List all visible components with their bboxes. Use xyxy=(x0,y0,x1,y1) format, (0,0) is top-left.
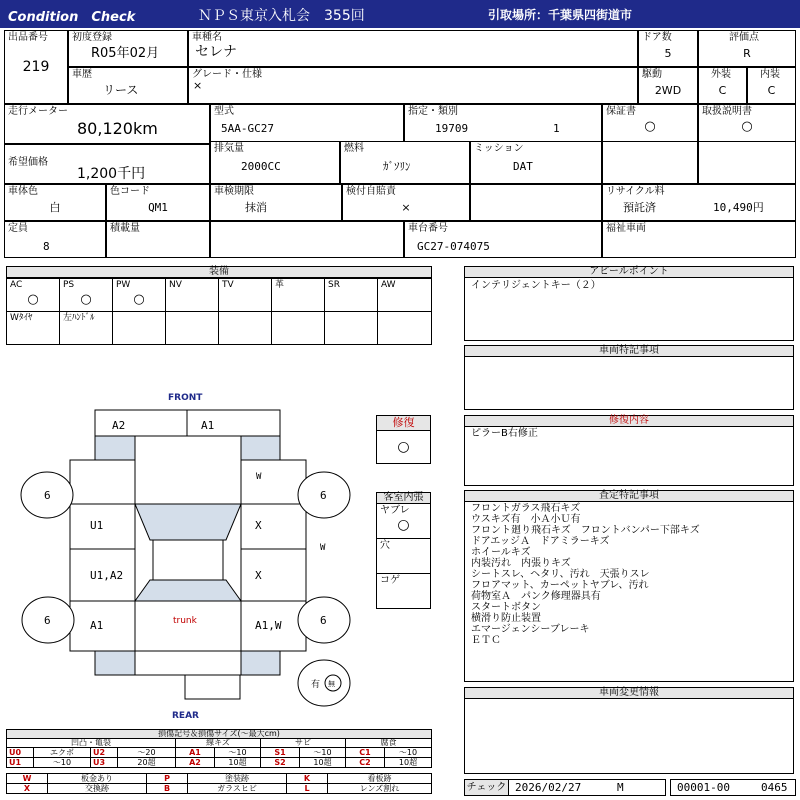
blank-r4 xyxy=(470,184,602,221)
note-line: エマージェンシーブレーキ xyxy=(471,624,590,635)
legend-code: S2 xyxy=(260,757,300,768)
note-line: フロアマット、カーペットヤブレ、汚れ xyxy=(471,580,649,591)
panel-door-right-rear xyxy=(241,549,306,601)
legend-desc: 10超 xyxy=(214,757,261,768)
mark-door-rf: X xyxy=(255,519,262,532)
history-label: 車歴 xyxy=(72,69,92,80)
repair-hist-title: 修復 xyxy=(376,415,431,431)
recycle-label: リサイクル料 xyxy=(606,186,665,197)
manual-label: 取扱説明書 xyxy=(702,106,752,117)
recycle-amount: 10,490円 xyxy=(713,201,764,214)
legend-code: K xyxy=(286,773,328,784)
cabin-burn-label: コゲ xyxy=(380,575,400,586)
exterior-value: C xyxy=(718,84,727,97)
spec-value1: 19709 xyxy=(435,122,469,135)
capacity-cell xyxy=(4,221,106,258)
note-line: ＥＴＣ xyxy=(471,635,501,646)
fuel-label: 燃料 xyxy=(344,143,364,154)
legend-desc: 20超 xyxy=(117,757,176,768)
note-line: 荷物室Ａ パンク修理器具有 xyxy=(471,591,601,602)
equip-label: 革 xyxy=(275,280,285,290)
repair-detail-box xyxy=(464,426,794,486)
mileage-label: 走行メーター xyxy=(8,106,68,117)
legend-title: 損傷記号＆損傷サイズ(〜最大cm) xyxy=(6,729,432,739)
grade-label: グレード・仕様 xyxy=(192,69,262,80)
equipment-title: 装備 xyxy=(6,266,432,278)
drive-value: 2WD xyxy=(654,84,682,97)
panel-front-center xyxy=(135,436,241,504)
special-title: 車両特記事項 xyxy=(464,345,794,357)
equipment-row1 xyxy=(6,278,432,312)
mark-hood-left: A2 xyxy=(112,419,126,432)
legend-desc: 板金あり xyxy=(47,773,147,784)
bodycolor-label: 車体色 xyxy=(8,186,38,197)
equip-pw xyxy=(112,278,166,312)
doors-value: 5 xyxy=(664,47,672,60)
chassis-value: GC27-074075 xyxy=(417,240,490,253)
inspection-notes-title: 査定特記事項 xyxy=(464,490,794,502)
carname-label: 車種名 xyxy=(192,32,222,43)
warranty-label: 保証書 xyxy=(606,106,636,117)
legend-desc: 〜10 xyxy=(214,747,261,758)
equip-blank xyxy=(165,311,219,345)
mission-value: DAT xyxy=(513,160,533,173)
repair-hist-box xyxy=(376,430,431,464)
legend-desc: 塗装跡 xyxy=(187,773,287,784)
legend-h3: 腐食 xyxy=(345,738,432,748)
note-line: ドアエッジＡ ドアミラーキズ xyxy=(471,536,610,547)
footer-code: 00001-00 xyxy=(677,781,730,794)
equip-aw xyxy=(377,278,432,312)
tire-fl-label: 6 xyxy=(44,489,51,502)
appeal-title: アピールポイント xyxy=(464,266,794,278)
history-cell xyxy=(68,67,188,104)
colorcode-value: QM1 xyxy=(148,201,168,214)
cabin-hole-label: 穴 xyxy=(380,540,390,551)
spare-label: 有 xyxy=(311,680,321,690)
interior-label: 内装 xyxy=(760,69,780,80)
equipment-row2 xyxy=(6,311,432,345)
equip-label: AC xyxy=(10,280,23,290)
mark-door-rr: X xyxy=(255,569,262,582)
colorcode-label: 色コード xyxy=(110,186,150,197)
legend-code: A1 xyxy=(175,747,215,758)
equip-mark: ○ xyxy=(133,292,145,307)
welfare-cell xyxy=(602,221,796,258)
equip-label: PW xyxy=(116,280,131,290)
footer-mark: M xyxy=(617,781,624,794)
footer-date: 2026/02/27 xyxy=(515,781,582,794)
legend-desc: 〜10 xyxy=(384,747,432,758)
load-cell xyxy=(106,221,210,258)
mileage-cell xyxy=(4,104,210,144)
displacement-cell xyxy=(210,141,340,184)
tire-rl-label: 6 xyxy=(44,614,51,627)
equip-label: NV xyxy=(169,280,182,290)
welfare-label: 福祉車両 xyxy=(606,223,646,234)
equip-blank xyxy=(324,311,378,345)
panel-front-left xyxy=(95,436,135,460)
legend-code: X xyxy=(6,783,48,794)
roof xyxy=(153,540,223,580)
chassis-cell xyxy=(404,221,602,258)
cabin-box-hole xyxy=(376,538,431,574)
grade-value: × xyxy=(193,79,203,92)
footer-num: 0465 xyxy=(761,781,788,794)
front-label: FRONT xyxy=(168,393,203,403)
insurance-value: × xyxy=(401,201,411,214)
rear-window xyxy=(135,580,241,601)
note-line: 内装汚れ 内張りキズ xyxy=(471,558,571,569)
repair-detail-text: ピラーB右修正 xyxy=(471,428,538,439)
equip-label: 左ﾊﾝﾄﾞﾙ xyxy=(63,313,95,323)
legend-code: U3 xyxy=(90,757,118,768)
price-label: 希望価格 xyxy=(8,157,48,168)
equip-tv xyxy=(218,278,272,312)
tire-rr-label: 6 xyxy=(320,614,327,627)
equip-mark: ○ xyxy=(27,292,39,307)
mark-mirror-right: W xyxy=(320,543,326,553)
spec-value2: 1 xyxy=(553,122,560,135)
legend-desc: 10超 xyxy=(384,757,432,768)
tire-fr-label: 6 xyxy=(320,489,327,502)
legend-desc: 交換跡 xyxy=(47,783,147,794)
legend-h0: 凹凸・亀裂 xyxy=(6,738,176,748)
mileage-value: 80,120km xyxy=(77,119,158,138)
capacity-value: 8 xyxy=(43,240,50,253)
panel-rear-corner-left xyxy=(95,651,135,675)
header-bar xyxy=(0,0,800,28)
blank-r5 xyxy=(210,221,404,258)
mark-rear-left: A1 xyxy=(90,619,104,632)
mark-fender-right: W xyxy=(256,472,262,482)
panel-hood-left xyxy=(95,410,187,436)
drive-label: 駆動 xyxy=(642,69,662,80)
footer-check xyxy=(464,779,666,796)
equip-blank xyxy=(218,311,272,345)
repair-hist-mark: ○ xyxy=(397,439,410,455)
cabin-box-burn xyxy=(376,573,431,609)
insurance-cell xyxy=(342,184,470,221)
legend-code: S1 xyxy=(260,747,300,758)
legend-code: A2 xyxy=(175,757,215,768)
capacity-label: 定員 xyxy=(8,223,28,234)
changes-box xyxy=(464,698,794,774)
legend-desc: エクボ xyxy=(33,747,91,758)
doors-label: ドア数 xyxy=(642,32,672,43)
panel-bumper xyxy=(135,651,241,675)
insurance-label: 検付自賠責 xyxy=(346,186,396,197)
legend-code: C2 xyxy=(345,757,385,768)
equip-leather xyxy=(271,278,325,312)
bodycolor-value: 白 xyxy=(49,201,61,214)
legend-desc: 〜10 xyxy=(33,757,91,768)
exterior-cell xyxy=(698,67,747,104)
reg-cell xyxy=(68,30,188,67)
lot-label: 出品番号 xyxy=(8,32,48,43)
exterior-label: 外装 xyxy=(711,69,731,80)
manual-cell xyxy=(698,104,796,144)
chassis-label: 車台番号 xyxy=(408,223,448,234)
bodycolor-cell xyxy=(4,184,106,221)
equip-label: TV xyxy=(222,280,234,290)
mission-cell xyxy=(470,141,602,184)
score-value: R xyxy=(743,47,751,60)
trunk-label: trunk xyxy=(173,616,197,626)
lot-cell xyxy=(4,30,68,104)
mark-door-lr: U1,A2 xyxy=(90,569,124,582)
model-cell xyxy=(210,104,404,144)
note-line: フロント廻り飛石キズ フロントバンパー下部キズ xyxy=(471,525,700,536)
mark-hood-right: A1 xyxy=(201,419,215,432)
reg-label: 初度登録 xyxy=(72,32,112,43)
panel-trunk xyxy=(135,601,241,651)
score-label: 評価点 xyxy=(729,32,759,43)
note-line: シートスレ、ヘタリ、汚れ 天張りスレ xyxy=(471,569,650,580)
panel-bumper-low xyxy=(185,675,240,699)
price-value: 1,200千円 xyxy=(77,166,146,182)
equip-label: Wﾀｲﾔ xyxy=(10,313,33,323)
displacement-value: 2000CC xyxy=(241,160,281,173)
panel-rear-corner-right xyxy=(241,651,280,675)
score-cell xyxy=(698,30,796,67)
header-left: Condition Check xyxy=(8,10,136,25)
legend-code: L xyxy=(286,783,328,794)
header-title: ＮＰＳ東京入札会 355回 xyxy=(198,8,365,24)
fuel-cell xyxy=(340,141,470,184)
equip-wtire xyxy=(6,311,60,345)
displacement-label: 排気量 xyxy=(214,143,244,154)
inspection-label: 車検期限 xyxy=(214,186,254,197)
legend-code: U0 xyxy=(6,747,34,758)
appeal-box xyxy=(464,277,794,341)
load-label: 積載量 xyxy=(110,223,140,234)
model-label: 型式 xyxy=(214,106,234,117)
mark-door-lf: U1 xyxy=(90,519,104,532)
legend-h2: サビ xyxy=(260,738,346,748)
colorcode-cell xyxy=(106,184,210,221)
legend-desc: 看板跡 xyxy=(327,773,432,784)
appeal-text: インテリジェントキー（２） xyxy=(471,280,601,291)
equip-mark: ○ xyxy=(80,292,92,307)
repair-detail-title: 修復内容 xyxy=(464,415,794,427)
mission-label: ミッション xyxy=(474,143,524,154)
legend-code: B xyxy=(146,783,188,794)
interior-cell xyxy=(747,67,796,104)
legend-code: U1 xyxy=(6,757,34,768)
reg-value: R05年02月 xyxy=(91,46,160,61)
warranty-cell xyxy=(602,104,698,144)
legend-code: P xyxy=(146,773,188,784)
lot-value: 219 xyxy=(22,59,50,75)
spare-mark: 無 xyxy=(328,680,335,688)
legend-desc: ガラスヒビ xyxy=(187,783,287,794)
changes-title: 車両変更情報 xyxy=(464,687,794,699)
note-line: ウスキズ有 小Ａ小Ｕ有 xyxy=(471,514,581,525)
grade-cell xyxy=(188,67,638,104)
equip-lhd xyxy=(59,311,113,345)
manual-value: ○ xyxy=(741,119,753,134)
panel-fender-right xyxy=(241,460,306,504)
carname-cell xyxy=(188,30,638,67)
equip-blank xyxy=(112,311,166,345)
inspection-value: 抹消 xyxy=(245,201,267,214)
blank-r3b xyxy=(698,141,796,184)
model-value: 5AA-GC27 xyxy=(221,122,274,135)
rear-label: REAR xyxy=(172,711,199,721)
note-line: スタートボタン xyxy=(471,602,541,613)
note-line: 横滑り防止装置 xyxy=(471,613,541,624)
spec-cell xyxy=(404,104,602,144)
inspection-notes-box xyxy=(464,501,794,682)
legend-desc: 10超 xyxy=(299,757,346,768)
legend-code: U2 xyxy=(90,747,118,758)
header-pickup: 引取場所：千葉県四街道市 xyxy=(488,8,633,22)
legend-desc: レンズ割れ xyxy=(327,783,432,794)
panel-fender-left xyxy=(70,460,135,504)
carname-value: セレナ xyxy=(195,44,237,60)
history-value: リース xyxy=(103,83,139,97)
windshield xyxy=(135,504,241,540)
inspection-cell xyxy=(210,184,342,221)
legend-desc: 〜20 xyxy=(117,747,176,758)
equip-label: PS xyxy=(63,280,75,290)
spare-tire xyxy=(298,660,350,706)
footer-check-label: チェック xyxy=(465,780,509,795)
legend-code: C1 xyxy=(345,747,385,758)
equip-blank xyxy=(377,311,432,345)
spec-label: 指定・類別 xyxy=(408,106,458,117)
equip-ps xyxy=(59,278,113,312)
special-box xyxy=(464,356,794,410)
doors-cell xyxy=(638,30,698,67)
equip-nv xyxy=(165,278,219,312)
mark-rear-right: A1,W xyxy=(255,619,282,632)
equip-sr xyxy=(324,278,378,312)
cabin-tear-mark: ○ xyxy=(397,517,410,533)
panel-front-right xyxy=(241,436,280,460)
recycle-status: 預託済 xyxy=(623,201,656,214)
legend xyxy=(6,729,432,795)
drive-cell xyxy=(638,67,698,104)
panel-door-right-front xyxy=(241,504,306,549)
cabin-title: 客室内張 xyxy=(376,492,431,504)
equip-blank xyxy=(271,311,325,345)
legend-desc: 〜10 xyxy=(299,747,346,758)
equip-label: SR xyxy=(328,280,340,290)
car-diagram xyxy=(0,380,375,725)
equip-label: AW xyxy=(381,280,396,290)
warranty-value: ○ xyxy=(644,119,656,134)
footer-code-box xyxy=(670,779,796,796)
note-line: ホイールキズ xyxy=(471,547,531,558)
cabin-box-tear xyxy=(376,503,431,539)
legend-code: W xyxy=(6,773,48,784)
fuel-value: ｶﾞｿﾘﾝ xyxy=(383,160,411,173)
legend-h1: 線キズ xyxy=(175,738,261,748)
blank-r3a xyxy=(602,141,698,184)
price-cell xyxy=(4,144,210,184)
note-line: フロントガラス飛石キズ xyxy=(471,503,581,514)
cabin-tear-label: ヤブレ xyxy=(380,505,410,516)
interior-value: C xyxy=(767,84,776,97)
recycle-cell xyxy=(602,184,796,221)
equip-ac xyxy=(6,278,60,312)
